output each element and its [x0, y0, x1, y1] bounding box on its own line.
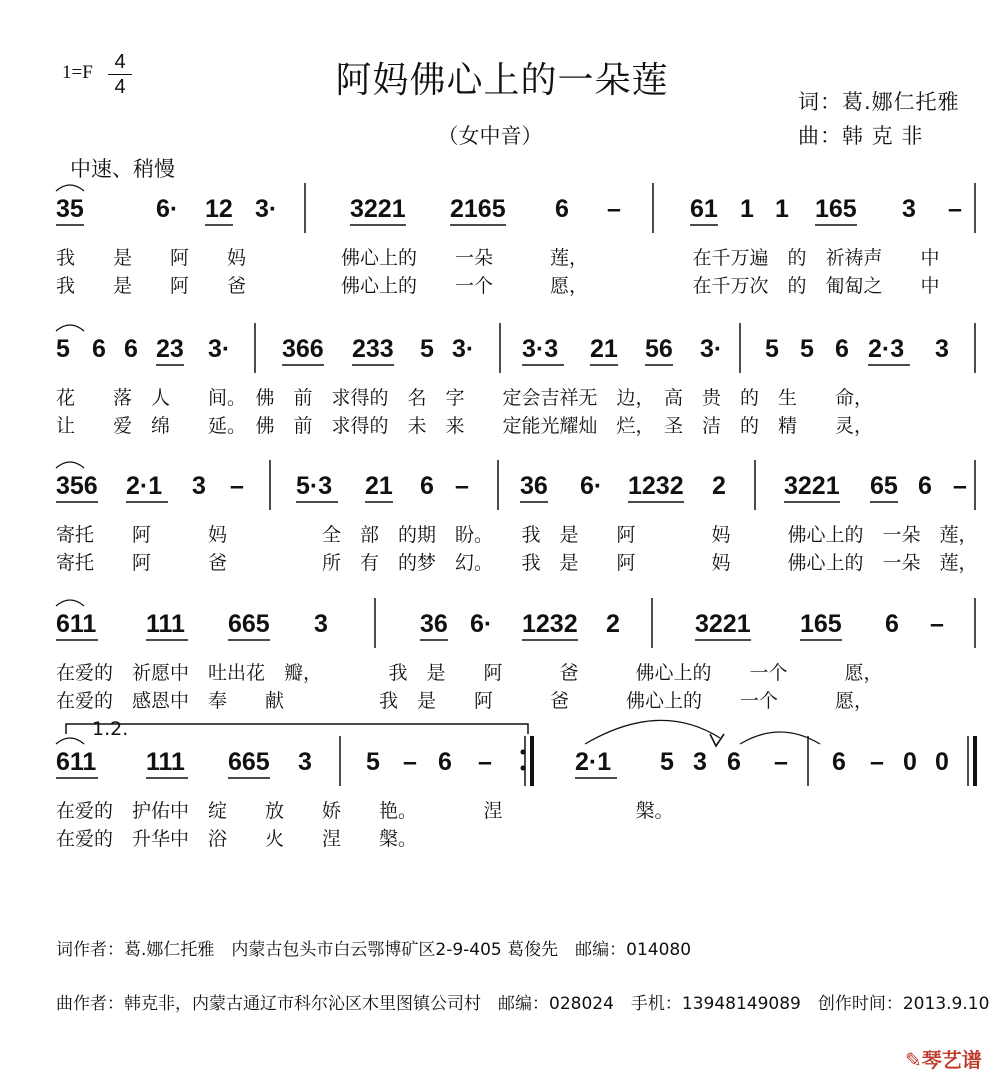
voice-subtitle: （女中音）	[437, 124, 543, 148]
note-group: 3	[935, 335, 949, 363]
note-group: 1	[740, 195, 754, 223]
note-group: 21	[590, 335, 618, 363]
note-group: 3·3	[522, 335, 559, 363]
note-group: –	[870, 748, 884, 776]
note-group: 36	[420, 610, 448, 638]
note-group: 21	[365, 472, 393, 500]
note-group: 6·	[156, 195, 179, 223]
note-group: 6	[124, 335, 138, 363]
note-group: 1232	[522, 610, 578, 638]
note-group: 6	[438, 748, 452, 776]
lyric-line-2: 让 爱 绵 延。 佛 前 求得的 未 来 定能光耀灿 烂， 圣 洁 的 精 灵，	[56, 415, 874, 437]
note-group: 0	[935, 748, 949, 776]
site-logo	[905, 1044, 982, 1073]
note-group: 611	[56, 748, 97, 776]
lyricist-credit: 词：葛.娜仁托雅	[798, 90, 960, 114]
note-group: 2·3	[868, 335, 905, 363]
lyric-line-1: 寄托 阿 妈 全 部 的期 盼。 我 是 阿 妈 佛心上的 一朵 莲，	[56, 524, 978, 546]
note-group: 6·	[580, 472, 603, 500]
note-group: 5	[765, 335, 779, 363]
time-signature-bottom: 4	[114, 76, 126, 98]
note-group: –	[478, 748, 492, 776]
tempo-marking: 中速、稍慢	[70, 157, 175, 181]
slur	[56, 185, 84, 191]
lyric-line-1: 花 落 人 间。 佛 前 求得的 名 字 定会吉祥无 边， 高 贵 的 生 命，	[56, 387, 874, 409]
note-group: 0	[903, 748, 917, 776]
note-group: 3·	[700, 335, 723, 363]
note-group: 6	[832, 748, 846, 776]
logo-icon: ✎	[905, 1048, 922, 1072]
note-group: 5·3	[296, 472, 333, 500]
time-signature-top: 4	[108, 50, 132, 75]
note-group: 665	[228, 748, 270, 776]
note-group: 23	[156, 335, 184, 363]
note-group: 165	[800, 610, 842, 638]
slur	[56, 462, 84, 468]
note-group: 2·1	[575, 748, 612, 776]
note-group: 6	[885, 610, 899, 638]
note-group: 3	[902, 195, 916, 223]
note-group: 1	[775, 195, 789, 223]
note-group: 5	[366, 748, 380, 776]
note-group: –	[403, 748, 417, 776]
note-group: 111	[146, 610, 185, 638]
note-group: –	[948, 195, 962, 223]
note-group: 3221	[784, 472, 840, 500]
note-group: 6	[727, 748, 741, 776]
note-group: 165	[815, 195, 857, 223]
note-group: 2·1	[126, 472, 163, 500]
slur	[585, 720, 720, 744]
note-group: 6·	[470, 610, 493, 638]
note-group: 3·	[255, 195, 278, 223]
note-group: –	[230, 472, 244, 500]
note-group: 2	[712, 472, 726, 500]
logo-text: 琴艺谱	[921, 1048, 982, 1072]
note-group: 6	[420, 472, 434, 500]
lyric-line-2: 在爱的 感恩中 奉 献 我 是 阿 爸 佛心上的 一个 愿，	[56, 690, 874, 712]
note-group: 6	[835, 335, 849, 363]
repeat-dot	[521, 766, 526, 771]
note-group: 3221	[350, 195, 406, 223]
lyric-line-2: 寄托 阿 爸 所 有 的梦 幻。 我 是 阿 妈 佛心上的 一朵 莲，	[56, 552, 978, 574]
note-group: 611	[56, 610, 97, 638]
note-group: 5	[660, 748, 674, 776]
lyric-line-2: 在爱的 升华中 浴 火 涅 槃。	[56, 828, 418, 850]
note-group: 5	[800, 335, 814, 363]
note-group: 356	[56, 472, 98, 500]
note-group: 61	[690, 195, 718, 223]
composer-credit: 曲：韩 克 非	[798, 124, 924, 148]
note-group: –	[455, 472, 469, 500]
note-group: 3	[693, 748, 707, 776]
song-title: 阿妈佛心上的一朵莲	[335, 60, 669, 101]
note-group: 35	[56, 195, 84, 223]
note-group: 12	[205, 195, 233, 223]
lyric-line-1: 在爱的 护佑中 绽 放 娇 艳。 涅 槃。	[56, 800, 674, 822]
note-group: 36	[520, 472, 548, 500]
slur	[56, 325, 84, 331]
note-group: –	[774, 748, 788, 776]
note-group: 3	[298, 748, 312, 776]
note-group: 1232	[628, 472, 684, 500]
note-group: 2165	[450, 195, 506, 223]
note-group: 6	[555, 195, 569, 223]
lyricist-contact: 词作者：葛.娜仁托雅 内蒙古包头市白云鄂博矿区2-9-405 葛俊先 邮编：014080	[56, 940, 692, 960]
note-group: 5	[420, 335, 434, 363]
note-group: 3	[314, 610, 328, 638]
note-group: 3	[192, 472, 206, 500]
key-signature: 1=F	[62, 62, 93, 83]
note-group: 65	[870, 472, 898, 500]
note-group: 3221	[695, 610, 751, 638]
note-group: –	[930, 610, 944, 638]
lyric-line-2: 我 是 阿 爸 佛心上的 一个 愿， 在千万次 的 匍匐之 中	[56, 275, 940, 297]
note-group: –	[607, 195, 621, 223]
slur	[56, 738, 84, 744]
note-group: 3·	[208, 335, 231, 363]
note-group: 665	[228, 610, 270, 638]
note-group: 111	[146, 748, 185, 776]
repeat-dot	[521, 750, 526, 755]
slur	[56, 600, 84, 606]
note-group: 2	[606, 610, 620, 638]
note-group: 3·	[452, 335, 475, 363]
note-group: 233	[352, 335, 394, 363]
lyric-line-1: 在爱的 祈愿中 吐出花 瓣， 我 是 阿 爸 佛心上的 一个 愿，	[56, 662, 883, 684]
volta-bracket	[66, 724, 528, 734]
note-group: 6	[92, 335, 106, 363]
composer-contact: 曲作者：韩克非，内蒙古通辽市科尔沁区木里图镇公司村 邮编：028024 手机：13948149089 创作时间：2013.9.10	[56, 994, 990, 1014]
note-group: –	[953, 472, 967, 500]
note-group: 5	[56, 335, 70, 363]
note-group: 6	[918, 472, 932, 500]
lyric-line-1: 我 是 阿 妈 佛心上的 一朵 莲， 在千万遍 的 祈祷声 中	[56, 247, 940, 269]
note-group: 56	[645, 335, 673, 363]
volta-label: 1.2.	[92, 718, 129, 740]
note-group: 366	[282, 335, 324, 363]
